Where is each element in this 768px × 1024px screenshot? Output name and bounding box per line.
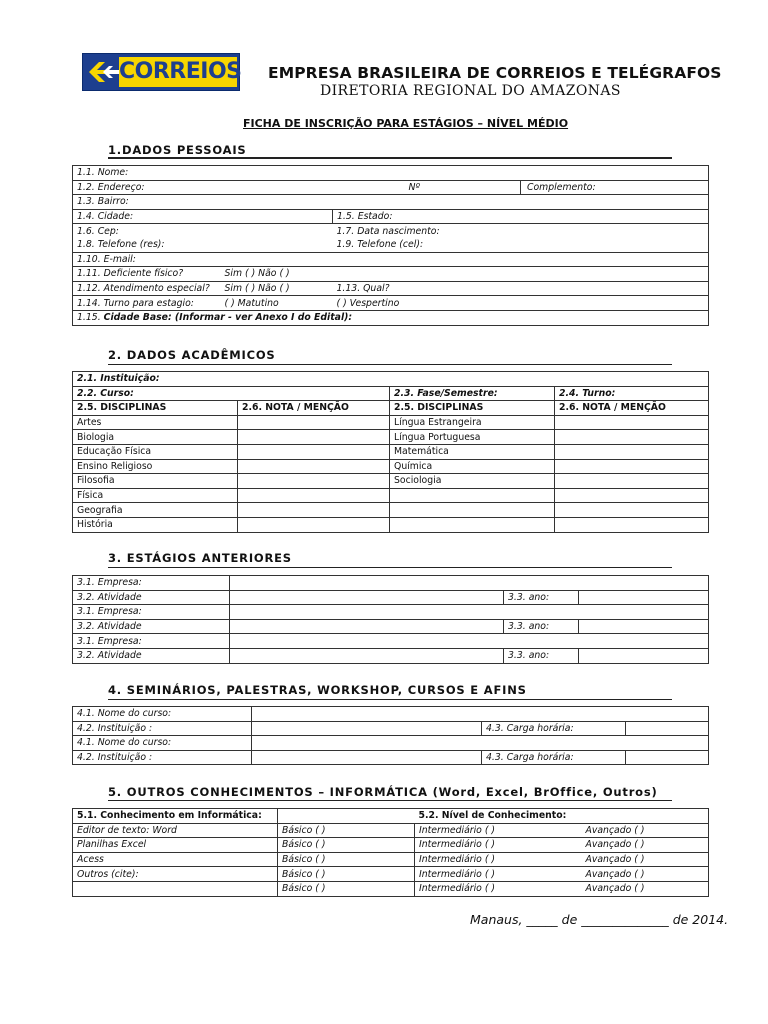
table-row bbox=[73, 267, 709, 282]
grade-cell[interactable] bbox=[238, 444, 390, 459]
input-carga[interactable] bbox=[626, 750, 709, 765]
option-intermediario[interactable]: Intermediário ( ) bbox=[415, 852, 570, 867]
software-label: Planilhas Excel bbox=[73, 838, 278, 853]
section-1-rule bbox=[108, 157, 672, 159]
section-3-rule bbox=[108, 567, 672, 568]
header-disciplinas-left: 2.5. DISCIPLINAS bbox=[73, 401, 238, 416]
table-row bbox=[73, 838, 709, 853]
table-row bbox=[73, 238, 709, 252]
table-row bbox=[73, 605, 709, 620]
table-row bbox=[73, 648, 709, 663]
field-nome[interactable]: 1.1. Nome: bbox=[73, 166, 709, 181]
discipline-label: Biologia bbox=[73, 430, 238, 445]
label-deficiente: 1.11. Deficiente físico? bbox=[73, 267, 221, 282]
table-row bbox=[73, 444, 709, 459]
option-basico[interactable]: Básico ( ) bbox=[278, 881, 415, 896]
field-endereco[interactable]: 1.2. Endereço: bbox=[73, 180, 333, 195]
option-intermediario[interactable]: Intermediário ( ) bbox=[415, 838, 570, 853]
section-5-rule bbox=[108, 800, 672, 801]
cidade-base-label: Cidade Base: (Informar - ver Anexo I do Edital): bbox=[103, 312, 353, 324]
company-name: EMPRESA BRASILEIRA DE CORREIOS E TELÉGRAFOS bbox=[268, 64, 722, 82]
discipline-label: Língua Estrangeira bbox=[390, 415, 555, 430]
table-row bbox=[73, 386, 709, 401]
label-carga: 4.3. Carga horária: bbox=[482, 721, 626, 736]
section-3-title: 3. ESTÁGIOS ANTERIORES bbox=[108, 551, 292, 565]
input-atividade[interactable] bbox=[230, 619, 504, 634]
label-turno: 1.14. Turno para estagio: bbox=[73, 296, 221, 311]
label-atendimento: 1.12. Atendimento especial? bbox=[73, 281, 221, 296]
discipline-label: Física bbox=[73, 488, 238, 503]
field-fase[interactable]: 2.3. Fase/Semestre: bbox=[390, 386, 555, 401]
field-tel-res[interactable]: 1.8. Telefone (res): bbox=[73, 238, 333, 252]
input-nome-curso[interactable] bbox=[252, 707, 709, 722]
personal-data-table bbox=[72, 165, 709, 326]
table-row bbox=[73, 634, 709, 649]
table-row bbox=[73, 590, 709, 605]
option-basico[interactable]: Básico ( ) bbox=[278, 823, 415, 838]
label-empresa: 3.1. Empresa: bbox=[73, 605, 230, 620]
section-2-title: 2. DADOS ACADÊMICOS bbox=[108, 348, 276, 362]
section-2-rule bbox=[108, 364, 672, 365]
table-row bbox=[73, 459, 709, 474]
field-qual[interactable]: 1.13. Qual? bbox=[333, 281, 709, 296]
field-cidade-base[interactable] bbox=[73, 310, 709, 325]
checkbox-matutino[interactable]: ( ) Matutino bbox=[221, 296, 333, 311]
place-date-line: Manaus, _____ de ______________ de 2014. bbox=[470, 912, 729, 927]
input-ano[interactable] bbox=[579, 648, 709, 663]
label-instituicao: 4.2. Instituição : bbox=[73, 750, 252, 765]
field-numero[interactable]: Nº bbox=[333, 180, 521, 195]
table-row bbox=[73, 867, 709, 882]
software-label: Acess bbox=[73, 852, 278, 867]
discipline-label: Filosofia bbox=[73, 474, 238, 489]
option-intermediario[interactable]: Intermediário ( ) bbox=[415, 881, 570, 896]
label-carga: 4.3. Carga horária: bbox=[482, 750, 626, 765]
table-row bbox=[73, 474, 709, 489]
table-row bbox=[73, 252, 709, 267]
table-row bbox=[73, 296, 709, 311]
label-atividade: 3.2. Atividade bbox=[73, 648, 230, 663]
table-row bbox=[73, 736, 709, 751]
grade-cell[interactable] bbox=[555, 517, 709, 532]
table-row bbox=[73, 180, 709, 195]
option-avancado[interactable]: Avançado ( ) bbox=[570, 881, 709, 896]
grade-cell[interactable] bbox=[555, 503, 709, 518]
discipline-label bbox=[390, 488, 555, 503]
logo-wordmark: CORREIOS bbox=[119, 57, 237, 87]
grade-cell[interactable] bbox=[555, 430, 709, 445]
label-atividade: 3.2. Atividade bbox=[73, 590, 230, 605]
field-tel-cel[interactable]: 1.9. Telefone (cel): bbox=[333, 238, 709, 252]
discipline-label: Educação Física bbox=[73, 444, 238, 459]
grade-cell[interactable] bbox=[238, 503, 390, 518]
table-row bbox=[73, 576, 709, 591]
input-ano[interactable] bbox=[579, 590, 709, 605]
field-curso[interactable]: 2.2. Curso: bbox=[73, 386, 390, 401]
label-nome-curso: 4.1. Nome do curso: bbox=[73, 707, 252, 722]
discipline-label: Sociologia bbox=[390, 474, 555, 489]
table-row bbox=[73, 372, 709, 387]
label-atividade: 3.2. Atividade bbox=[73, 619, 230, 634]
grade-cell[interactable] bbox=[238, 488, 390, 503]
input-nome-curso[interactable] bbox=[252, 736, 709, 751]
table-row bbox=[73, 809, 709, 824]
table-row bbox=[73, 750, 709, 765]
field-email[interactable]: 1.10. E-mail: bbox=[73, 252, 709, 267]
label-ano: 3.3. ano: bbox=[504, 619, 579, 634]
header-conhecimento: 5.1. Conhecimento em Informática: bbox=[73, 809, 278, 824]
table-row bbox=[73, 195, 709, 210]
grade-cell[interactable] bbox=[238, 474, 390, 489]
table-row bbox=[73, 881, 709, 896]
table-row bbox=[73, 209, 709, 224]
header-nivel: 5.2. Nível de Conhecimento: bbox=[415, 809, 709, 824]
option-avancado[interactable]: Avançado ( ) bbox=[570, 823, 709, 838]
option-avancado[interactable]: Avançado ( ) bbox=[570, 852, 709, 867]
input-atividade[interactable] bbox=[230, 648, 504, 663]
header-disciplinas-right: 2.5. DISCIPLINAS bbox=[390, 401, 555, 416]
field-complemento[interactable]: Complemento: bbox=[521, 180, 709, 195]
option-avancado[interactable]: Avançado ( ) bbox=[570, 838, 709, 853]
discipline-label: Matemática bbox=[390, 444, 555, 459]
grade-cell[interactable] bbox=[555, 474, 709, 489]
input-empresa[interactable] bbox=[230, 576, 709, 591]
table-row bbox=[73, 707, 709, 722]
checkbox-deficiente[interactable]: Sim ( ) Não ( ) bbox=[221, 267, 709, 282]
table-row bbox=[73, 281, 709, 296]
table-row bbox=[73, 430, 709, 445]
table-row bbox=[73, 852, 709, 867]
grade-cell[interactable] bbox=[238, 517, 390, 532]
discipline-label bbox=[390, 517, 555, 532]
discipline-label: Artes bbox=[73, 415, 238, 430]
academic-data-table bbox=[72, 371, 709, 533]
label-ano: 3.3. ano: bbox=[504, 590, 579, 605]
option-avancado[interactable]: Avançado ( ) bbox=[570, 867, 709, 882]
table-row bbox=[73, 310, 709, 325]
table-row bbox=[73, 224, 709, 238]
table-row bbox=[73, 503, 709, 518]
previous-internships-table bbox=[72, 575, 709, 664]
option-basico[interactable]: Básico ( ) bbox=[278, 867, 415, 882]
label-ano: 3.3. ano: bbox=[504, 648, 579, 663]
option-basico[interactable]: Básico ( ) bbox=[278, 852, 415, 867]
field-cep[interactable]: 1.6. Cep: bbox=[73, 224, 333, 238]
discipline-label: Ensino Religioso bbox=[73, 459, 238, 474]
table-row bbox=[73, 401, 709, 416]
correios-arrow-icon bbox=[85, 56, 121, 88]
input-ano[interactable] bbox=[579, 619, 709, 634]
label-empresa: 3.1. Empresa: bbox=[73, 634, 230, 649]
software-label: Outros (cite): bbox=[73, 867, 278, 882]
table-row bbox=[73, 517, 709, 532]
checkbox-vespertino[interactable]: ( ) Vespertino bbox=[333, 296, 709, 311]
input-instituicao[interactable] bbox=[252, 721, 482, 736]
field-estado[interactable]: 1.5. Estado: bbox=[333, 209, 709, 224]
grade-cell[interactable] bbox=[555, 488, 709, 503]
discipline-label: Língua Portuguesa bbox=[390, 430, 555, 445]
grade-cell[interactable] bbox=[555, 415, 709, 430]
discipline-label: Química bbox=[390, 459, 555, 474]
option-intermediario[interactable]: Intermediário ( ) bbox=[415, 867, 570, 882]
software-label: Editor de texto: Word bbox=[73, 823, 278, 838]
table-row bbox=[73, 488, 709, 503]
courses-table bbox=[72, 706, 709, 765]
header-nota-right: 2.6. NOTA / MENÇÃO bbox=[555, 401, 709, 416]
table-row bbox=[73, 721, 709, 736]
header-nota-left: 2.6. NOTA / MENÇÃO bbox=[238, 401, 390, 416]
cidade-base-number: 1.15. bbox=[77, 312, 101, 324]
grade-cell[interactable] bbox=[238, 459, 390, 474]
input-empresa[interactable] bbox=[230, 634, 709, 649]
field-turno[interactable]: 2.4. Turno: bbox=[555, 386, 709, 401]
discipline-label: Geografia bbox=[73, 503, 238, 518]
header-spacer bbox=[278, 809, 415, 824]
label-instituicao: 4.2. Instituição : bbox=[73, 721, 252, 736]
table-row bbox=[73, 619, 709, 634]
section-1-title: 1.DADOS PESSOAIS bbox=[108, 143, 247, 157]
section-5-title: 5. OUTROS CONHECIMENTOS – INFORMÁTICA (Word, Excel, BrOffice, Outros) bbox=[108, 785, 658, 799]
table-row bbox=[73, 415, 709, 430]
discipline-label bbox=[390, 503, 555, 518]
input-empresa[interactable] bbox=[230, 605, 709, 620]
input-instituicao[interactable] bbox=[252, 750, 482, 765]
grade-cell[interactable] bbox=[238, 430, 390, 445]
label-nome-curso: 4.1. Nome do curso: bbox=[73, 736, 252, 751]
software-label[interactable] bbox=[73, 881, 278, 896]
grade-cell[interactable] bbox=[238, 415, 390, 430]
checkbox-atendimento[interactable]: Sim ( ) Não ( ) bbox=[221, 281, 333, 296]
directorate-name: DIRETORIA REGIONAL DO AMAZONAS bbox=[320, 83, 621, 99]
table-row bbox=[73, 166, 709, 181]
field-instituicao[interactable]: 2.1. Instituição: bbox=[73, 372, 709, 387]
label-empresa: 3.1. Empresa: bbox=[73, 576, 230, 591]
field-bairro[interactable]: 1.3. Bairro: bbox=[73, 195, 709, 210]
field-nascimento[interactable]: 1.7. Data nascimento: bbox=[333, 224, 709, 238]
field-cidade[interactable]: 1.4. Cidade: bbox=[73, 209, 333, 224]
option-intermediario[interactable]: Intermediário ( ) bbox=[415, 823, 570, 838]
form-title: FICHA DE INSCRIÇÃO PARA ESTÁGIOS – NÍVEL MÉDIO bbox=[243, 117, 569, 130]
section-4-title: 4. SEMINÁRIOS, PALESTRAS, WORKSHOP, CURSOS E AFINS bbox=[108, 683, 527, 697]
grade-cell[interactable] bbox=[555, 459, 709, 474]
it-knowledge-table bbox=[72, 808, 709, 897]
section-4-rule bbox=[108, 699, 672, 700]
discipline-label: História bbox=[73, 517, 238, 532]
correios-logo bbox=[82, 53, 240, 91]
table-row bbox=[73, 823, 709, 838]
input-atividade[interactable] bbox=[230, 590, 504, 605]
grade-cell[interactable] bbox=[555, 444, 709, 459]
option-basico[interactable]: Básico ( ) bbox=[278, 838, 415, 853]
input-carga[interactable] bbox=[626, 721, 709, 736]
